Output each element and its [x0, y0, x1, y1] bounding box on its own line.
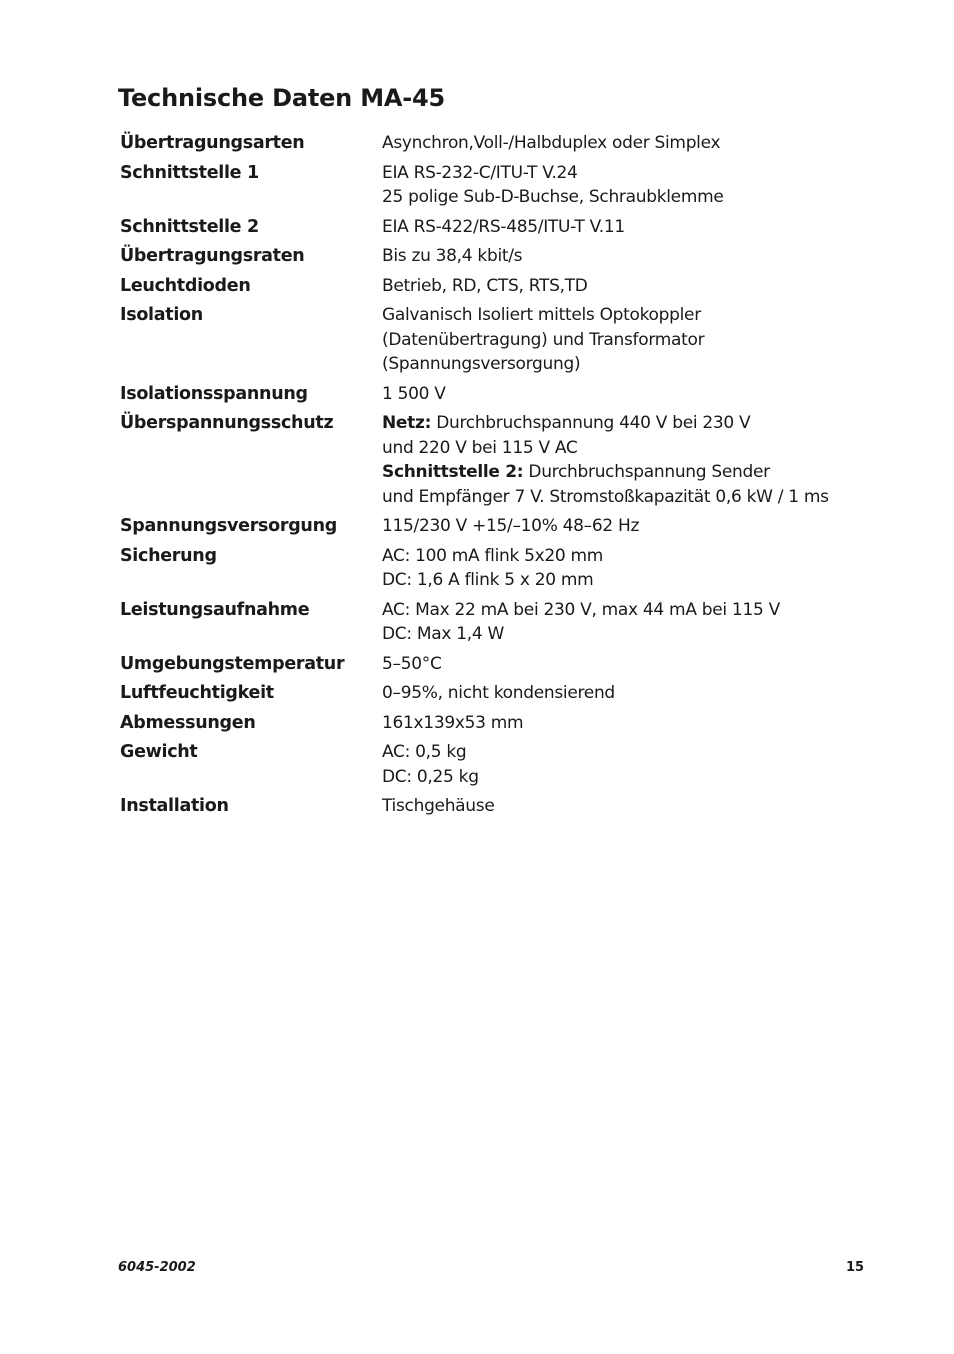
spec-label: Leuchtdioden: [120, 275, 251, 296]
spec-row: [120, 131, 860, 156]
spec-label: Überspannungsschutz: [120, 413, 334, 433]
spec-label: Installation: [120, 796, 229, 816]
spec-value: [382, 740, 860, 789]
spec-value-line: 161x139x53 mm: [382, 712, 524, 733]
spec-row: [120, 303, 860, 377]
spec-value-line: (Spannungsversorgung): [382, 354, 581, 374]
spec-value-line: DC: 0,25 kg: [382, 766, 479, 787]
spec-value-line: AC: 100 mA flink 5x20 mm: [382, 545, 604, 566]
spec-value-line: DC: 1,6 A flink 5 x 20 mm: [382, 570, 594, 590]
spec-row: [120, 652, 860, 677]
spec-value: [382, 244, 860, 269]
spec-value: [382, 681, 860, 706]
spec-value-line: AC: Max 22 mA bei 230 V, max 44 mA bei 115 V: [382, 599, 780, 620]
spec-row: [120, 598, 860, 647]
spec-value: [382, 794, 860, 819]
spec-label: Abmessungen: [120, 712, 256, 733]
netz-label: Netz:: [382, 413, 432, 433]
spec-table: [120, 131, 860, 824]
page-number: 15: [846, 1260, 865, 1275]
spec-value: [382, 514, 860, 539]
spec-value-line: [382, 411, 860, 436]
document-number: 6045-2002: [118, 1260, 196, 1275]
spec-label: Sicherung: [120, 545, 217, 566]
spec-value-line: Betrieb, RD, CTS, RTS,TD: [382, 275, 588, 296]
spec-value: [382, 215, 860, 240]
spec-value-line: 25 polige Sub-D-Buchse, Schraubklemme: [382, 187, 724, 207]
schnittstelle-text: Durchbruchspannung Sender: [528, 462, 770, 482]
spec-label: Übertragungsraten: [120, 246, 305, 266]
spec-value-line: EIA RS-232-C/ITU-T V.24: [382, 162, 578, 183]
spec-value: [382, 652, 860, 677]
spec-value: [382, 544, 860, 593]
spec-value: [382, 161, 860, 210]
spec-row: [120, 681, 860, 706]
spec-value-line: AC: 0,5 kg: [382, 742, 467, 762]
spec-label: Übertragungsarten: [120, 133, 305, 153]
spec-value: [382, 303, 860, 377]
spec-value-line: und 220 V bei 115 V AC: [382, 437, 578, 458]
spec-value-line: und Empfänger 7 V. Stromstoßkapazität 0,6 kW / 1 ms: [382, 486, 829, 507]
spec-label: Umgebungstemperatur: [120, 653, 345, 674]
spec-value: [382, 711, 860, 736]
schnittstelle-label: Schnittstelle 2:: [382, 462, 524, 482]
spec-row: [120, 244, 860, 269]
spec-value-line: 5–50°C: [382, 653, 442, 674]
spec-value: [382, 131, 860, 156]
spec-row: [120, 711, 860, 736]
spec-label: Leistungsaufnahme: [120, 599, 310, 620]
spec-value: [382, 382, 860, 407]
spec-value-line: 1 500 V: [382, 383, 446, 404]
spec-row: [120, 382, 860, 407]
spec-value-line: DC: Max 1,4 W: [382, 624, 504, 644]
spec-value: [382, 274, 860, 299]
spec-value-line: Bis zu 38,4 kbit/s: [382, 246, 523, 266]
spec-value: [382, 411, 860, 509]
spec-label: Isolationsspannung: [120, 383, 308, 404]
spec-value-line: (Datenübertragung) und Transformator: [382, 329, 705, 350]
spec-label: Gewicht: [120, 742, 198, 762]
spec-row: [120, 274, 860, 299]
spec-value-line: Tischgehäuse: [382, 796, 495, 816]
spec-row: [120, 514, 860, 539]
spec-row: [120, 794, 860, 819]
spec-row: [120, 411, 860, 509]
spec-label: Isolation: [120, 305, 203, 325]
spec-label: Luftfeuchtigkeit: [120, 683, 274, 703]
spec-value-line: Asynchron,Voll-/Halbduplex oder Simplex: [382, 133, 721, 153]
spec-value-line: EIA RS-422/RS-485/ITU-T V.11: [382, 216, 625, 237]
netz-text: Durchbruchspannung 440 V bei 230 V: [436, 413, 751, 433]
spec-label: Schnittstelle 2: [120, 216, 259, 237]
spec-row: [120, 161, 860, 210]
spec-row: [120, 740, 860, 789]
page-title: Technische Daten MA-45: [118, 84, 446, 112]
spec-row: [120, 215, 860, 240]
spec-label: Spannungsversorgung: [120, 516, 337, 536]
spec-value-line: 115/230 V +15/–10% 48–62 Hz: [382, 516, 640, 536]
spec-value-line: Galvanisch Isoliert mittels Optokoppler: [382, 305, 701, 325]
spec-value-line: 0–95%, nicht kondensierend: [382, 683, 615, 703]
spec-label: Schnittstelle 1: [120, 162, 259, 183]
spec-value: [382, 598, 860, 647]
spec-row: [120, 544, 860, 593]
spec-value-line: [382, 460, 860, 485]
